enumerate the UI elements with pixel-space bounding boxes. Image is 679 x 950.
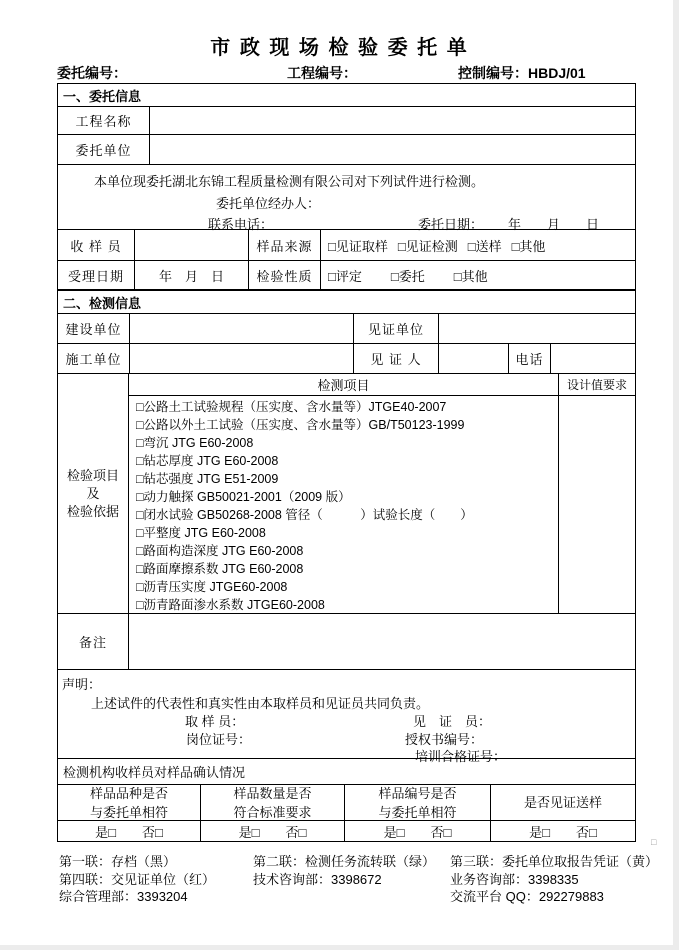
no-checkbox[interactable]: 否□ <box>285 824 307 840</box>
test-item-checkbox[interactable]: □平整度 JTG E60-2008 <box>136 526 266 540</box>
project-name-field[interactable] <box>150 107 635 134</box>
footer-qq: 交流平台 QQ：292279883 <box>450 889 604 904</box>
main-form-table <box>57 83 636 842</box>
witness-person-field[interactable] <box>439 344 509 373</box>
section1-heading: 一、委托信息 <box>63 88 142 104</box>
authorization-label: 授权书编号： <box>405 732 484 747</box>
declaration-body: 上述试件的代表性和真实性由本取样员和见证员共同负责。 <box>91 696 430 711</box>
confirm-col2-yesno <box>201 821 345 841</box>
checkbox-witness-sampling[interactable]: □见证取样 <box>328 238 388 254</box>
remark-label: 备注 <box>58 614 129 669</box>
builder-unit-row <box>58 343 635 373</box>
footer-admin-phone: 综合管理部：3393204 <box>59 889 188 904</box>
yes-checkbox[interactable]: 是□ <box>238 824 260 840</box>
test-items-list <box>129 396 558 613</box>
test-item-checkbox[interactable]: □钻芯强度 JTG E51-2009 <box>136 472 279 486</box>
no-checkbox[interactable]: 否□ <box>576 824 597 840</box>
sample-source-label: 样品来源 <box>249 230 321 260</box>
statement-text: 本单位现委托湖北东锦工程质量检测有限公司对下列试件进行检测。 <box>94 174 485 189</box>
footer-copy2: 第二联：检测任务流转联（绿） <box>253 854 436 869</box>
confirm-col4-header <box>491 785 635 820</box>
control-no <box>458 63 586 83</box>
declaration-heading: 声明： <box>62 677 102 692</box>
confirm-col1-header <box>58 785 201 820</box>
witness-label: 见 证 员： <box>413 714 492 729</box>
post-cert-label: 岗位证号： <box>186 732 252 747</box>
witness-unit-field[interactable] <box>439 314 635 343</box>
side-label-line1: 检验项目 <box>66 467 119 483</box>
remark-field[interactable] <box>129 614 635 669</box>
test-item-checkbox[interactable]: □闭水试验 GB50268-2008 管径（ ）试验长度（ ） <box>136 508 473 522</box>
confirm-col2-line2: 符合标准要求 <box>233 804 312 820</box>
training-cert-label: 培训合格证号： <box>415 749 507 764</box>
checkbox-delivered-sample[interactable]: □送样 <box>467 238 502 254</box>
sample-receiver-label: 收 样 员 <box>58 230 135 260</box>
section2-heading: 二、检测信息 <box>63 295 142 311</box>
test-item-checkbox[interactable]: □公路以外土工试验（压实度、含水量等）GB/T50123-1999 <box>136 418 465 432</box>
test-item-checkbox[interactable]: □钻芯厚度 JTG E60-2008 <box>136 454 279 468</box>
confirm-col3-header <box>345 785 491 820</box>
project-no-label: 工程编号： <box>287 65 357 81</box>
project-name-label: 工程名称 <box>58 107 150 134</box>
control-no-value: HBDJ/01 <box>528 65 586 81</box>
sampler-label: 取 样 员： <box>185 714 245 729</box>
confirm-col3-line1: 样品编号是否 <box>378 785 457 801</box>
section2-header <box>58 289 635 313</box>
test-items-block <box>58 373 635 613</box>
construction-unit-row <box>58 313 635 343</box>
scan-edge-right <box>673 0 679 950</box>
accept-date-label: 受理日期 <box>58 261 135 289</box>
sample-receiver-row <box>58 229 635 260</box>
project-name-row <box>58 106 635 134</box>
construction-unit-label: 建设单位 <box>58 314 130 343</box>
confirm-col1-line2: 与委托单相符 <box>89 804 168 820</box>
test-nature-options <box>321 261 635 289</box>
entrust-date-value: 年 月 日 <box>508 217 600 232</box>
control-no-label: 控制编号： <box>458 65 528 81</box>
client-unit-row <box>58 134 635 164</box>
footer-business-phone: 业务咨询部：3398335 <box>450 872 579 887</box>
confirmation-yesno-row <box>58 820 635 841</box>
client-unit-field[interactable] <box>150 135 635 164</box>
footer-copy1: 第一联：存档（黑） <box>59 854 177 869</box>
confirm-col1-yesno <box>58 821 201 841</box>
statement-row <box>58 164 635 232</box>
scan-edge-bottom <box>0 945 679 950</box>
test-nature-label: 检验性质 <box>249 261 321 289</box>
design-value-header: 设计值要求 <box>559 374 635 396</box>
checkbox-assessment[interactable]: □评定 <box>328 268 362 284</box>
design-value-field[interactable] <box>559 396 635 613</box>
witness-person-label: 见 证 人 <box>354 344 439 373</box>
stray-checkbox-mark: □ <box>651 837 657 847</box>
test-item-checkbox[interactable]: □沥青压实度 JTGE60-2008 <box>136 580 288 594</box>
confirmation-header-row <box>58 784 635 820</box>
yes-checkbox[interactable]: 是□ <box>95 824 116 840</box>
test-item-checkbox[interactable]: □沥青路面渗水系数 JTGE60-2008 <box>136 598 325 612</box>
test-items-header: 检测项目 <box>129 374 558 396</box>
confirm-col2-line1: 样品数量是否 <box>233 785 312 801</box>
accept-date-value: 年 月 日 <box>135 261 249 289</box>
test-items-side-label <box>58 374 129 613</box>
entrust-no-label: 委托编号： <box>57 65 127 81</box>
footer-copy4: 第四联：交见证单位（红） <box>59 872 216 887</box>
confirmation-heading: 检测机构收样员对样品确认情况 <box>63 765 246 780</box>
witness-unit-label: 见证单位 <box>354 314 439 343</box>
confirm-col3-line2: 与委托单相符 <box>378 804 457 820</box>
no-checkbox[interactable]: 否□ <box>430 824 452 840</box>
checkbox-source-other[interactable]: □其他 <box>511 238 546 254</box>
footer-copy3: 第三联：委托单位取报告凭证（黄） <box>450 854 659 869</box>
section1-header <box>58 84 635 106</box>
page-title: 市 政 现 场 检 验 委 托 单 <box>210 37 469 59</box>
agent-label: 委托单位经办人： <box>216 196 321 211</box>
construction-unit-field[interactable] <box>130 314 354 343</box>
sample-receiver-field[interactable] <box>135 230 249 260</box>
builder-unit-field[interactable] <box>130 344 354 373</box>
test-items-column <box>129 374 559 613</box>
confirm-col4-line1: 是否见证送样 <box>523 795 602 810</box>
side-label-line3: 检验依据 <box>66 503 119 519</box>
checkbox-entrusted[interactable]: □委托 <box>390 268 425 284</box>
test-item-checkbox[interactable]: □动力触探 GB50021-2001（2009 版） <box>136 490 351 504</box>
client-unit-label: 委托单位 <box>58 135 150 164</box>
builder-unit-label: 施工单位 <box>58 344 130 373</box>
confirm-col1-line1: 样品品种是否 <box>89 785 168 801</box>
declaration-row <box>58 669 635 764</box>
confirm-col2-header <box>201 785 345 820</box>
checkbox-nature-other[interactable]: □其他 <box>453 268 488 284</box>
side-label-line2: 及 <box>86 485 100 501</box>
confirm-col4-yesno <box>491 821 635 841</box>
accept-date-row <box>58 260 635 289</box>
remark-row <box>58 613 635 669</box>
yes-checkbox[interactable]: 是□ <box>529 824 550 840</box>
test-item-checkbox[interactable]: □弯沉 JTG E60-2008 <box>136 436 254 450</box>
test-item-checkbox[interactable]: □公路土工试验规程（压实度、含水量等）JTGE40-2007 <box>136 400 447 414</box>
no-checkbox[interactable]: 否□ <box>142 824 163 840</box>
witness-phone-field[interactable] <box>551 344 635 373</box>
confirm-col3-yesno <box>345 821 491 841</box>
footer-tech-phone: 技术咨询部：3398672 <box>253 872 382 887</box>
checkbox-witness-testing[interactable]: □见证检测 <box>397 238 458 254</box>
confirmation-heading-row <box>58 758 635 784</box>
design-value-column <box>559 374 635 613</box>
witness-phone-label: 电话 <box>509 344 551 373</box>
test-item-checkbox[interactable]: □路面摩擦系数 JTG E60-2008 <box>136 562 304 576</box>
phone-label: 联系电话： <box>208 217 274 232</box>
sample-source-options <box>321 230 635 260</box>
yes-checkbox[interactable]: 是□ <box>383 824 405 840</box>
test-item-checkbox[interactable]: □路面构造深度 JTG E60-2008 <box>136 544 304 558</box>
entrust-date-label: 委托日期： <box>418 217 484 232</box>
